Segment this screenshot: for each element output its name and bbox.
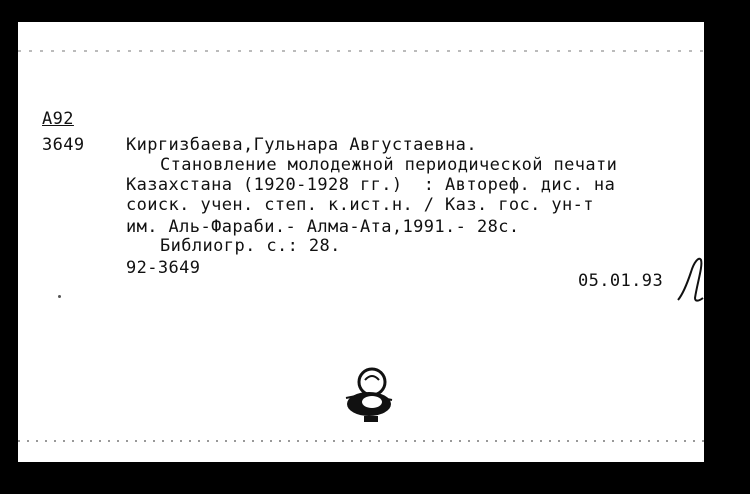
bibliography-note: Библиогр. с.: 28. bbox=[160, 236, 341, 256]
catalog-number: 3649 bbox=[42, 135, 85, 155]
shelfmark: A92 bbox=[42, 109, 74, 129]
library-stamp-icon bbox=[336, 362, 396, 432]
title-line-1: Становление молодежной периодической печати bbox=[160, 155, 618, 175]
card-date: 05.01.93 bbox=[578, 271, 664, 291]
title-line-3: соиск. учен. степ. к.ист.н. / Каз. гос. ун-т bbox=[126, 195, 594, 215]
stray-mark bbox=[58, 295, 61, 298]
bottom-dotted-line bbox=[18, 440, 704, 442]
top-dotted-line bbox=[18, 50, 704, 52]
publication-line: им. Аль-Фараби.- Алма-Ата,1991.- 28с. bbox=[126, 217, 520, 237]
author-line: Киргизбаева,Гульнара Августаевна. bbox=[126, 135, 477, 155]
handwritten-signature-icon bbox=[675, 254, 704, 304]
catalog-card bbox=[18, 22, 704, 462]
accession-number: 92-3649 bbox=[126, 258, 201, 278]
title-line-2: Казахстана (1920-1928 гг.) : Автореф. дис. на bbox=[126, 175, 616, 195]
